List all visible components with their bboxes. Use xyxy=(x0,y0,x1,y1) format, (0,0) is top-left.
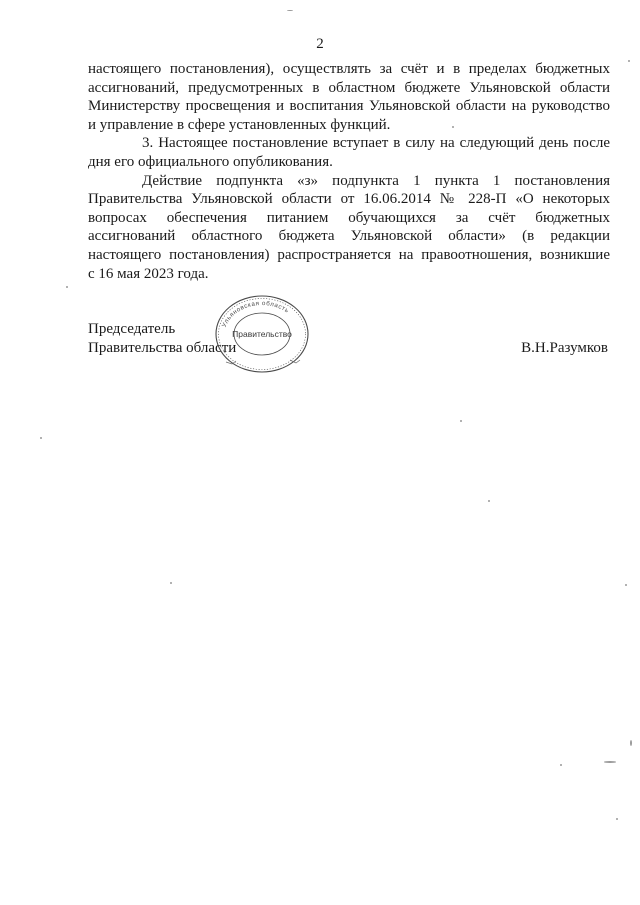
text-line: настоящего постановления) распространяется на правоотношения, возникшие xyxy=(88,246,610,263)
signatory-title-organization: Правительства области xyxy=(88,340,237,356)
official-seal xyxy=(212,292,312,376)
scan-speck xyxy=(452,126,454,128)
text-line: ассигнований, предусмотренных в областном бюджете Ульяновской области xyxy=(88,79,610,96)
scan-speck xyxy=(630,740,632,746)
svg-text:Ульяновская область xyxy=(221,300,290,328)
text-line: Министерству просвещения и воспитания Ульяновской области на руководство xyxy=(88,98,610,115)
scan-speck xyxy=(628,60,630,62)
scan-speck xyxy=(170,582,172,584)
scan-speck xyxy=(616,818,618,820)
document-body xyxy=(88,60,610,283)
scan-speck xyxy=(66,286,68,288)
text-line: ассигнований областного бюджета Ульяновской области» (в редакции xyxy=(88,228,610,245)
paragraph-retroactive xyxy=(88,172,610,284)
text-line: 3. Настоящее постановление вступает в силу на следующий день после xyxy=(142,135,610,152)
signature-block xyxy=(88,320,610,358)
text-line: и управление в сфере установленных функций. xyxy=(88,116,391,133)
scan-speck xyxy=(560,764,562,766)
scan-speck xyxy=(287,10,293,11)
paragraph-effective-date xyxy=(88,134,610,171)
scan-speck xyxy=(460,420,462,422)
text-line: настоящего постановления), осуществлять за счёт и в пределах бюджетных xyxy=(88,61,610,77)
text-line: с 16 мая 2023 года. xyxy=(88,265,209,282)
seal-center-text: Правительство xyxy=(232,329,292,339)
text-line: Действие подпункта «з» подпункта 1 пункта 1 постановления xyxy=(142,172,610,189)
text-line: Правительства Ульяновской области от 16.06.2014 № 228-П «О некоторых xyxy=(88,191,610,208)
scan-speck xyxy=(40,437,42,439)
paragraph-funding xyxy=(88,60,610,134)
seal-ring-text: Ульяновская область xyxy=(220,299,291,329)
text-line: вопросах обеспечения питанием обучающихся за счёт бюджетных xyxy=(88,209,610,226)
scan-speck xyxy=(488,500,490,502)
signatory-title: Председатель xyxy=(88,321,176,337)
signatory-name: В.Н.Разумков xyxy=(521,340,608,356)
text-line: дня его официального опубликования. xyxy=(88,153,333,170)
scan-speck xyxy=(604,761,616,763)
scan-speck xyxy=(625,584,627,586)
page-number: 2 xyxy=(316,36,324,52)
